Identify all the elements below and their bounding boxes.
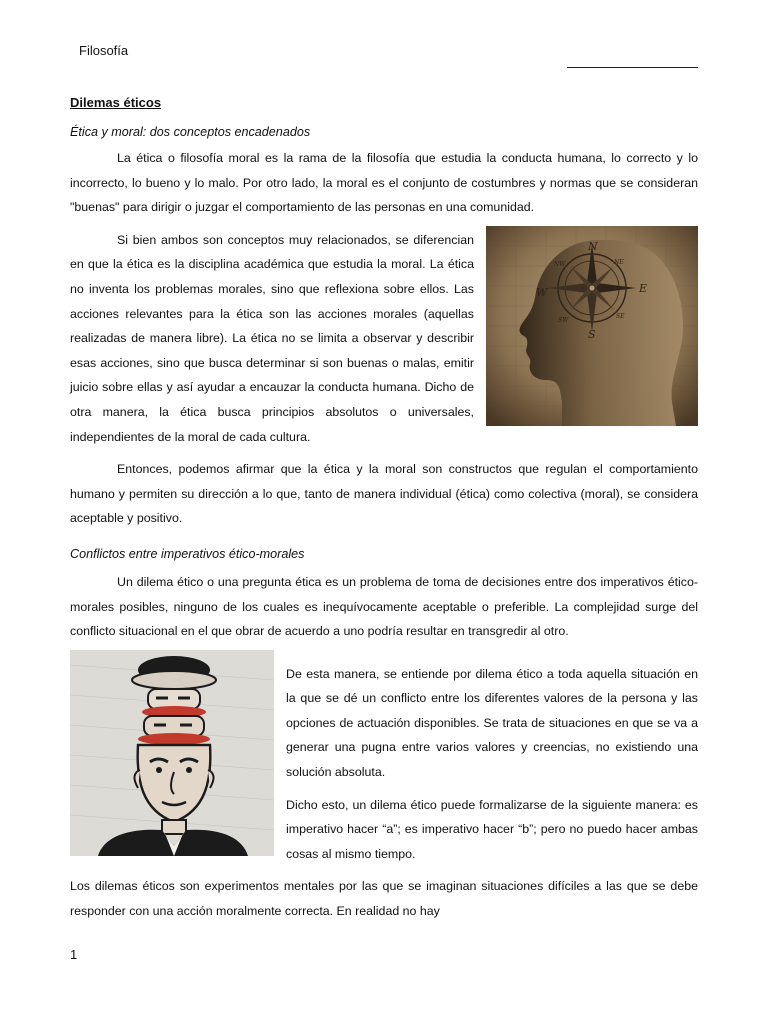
compass-head-image	[486, 226, 698, 426]
section-heading-conflictos: Conflictos entre imperativos ético-morales	[70, 546, 305, 561]
paragraph-3: Entonces, podemos afirmar que la ética y la moral son constructos que regulan el comportamiento humano y permiten su dirección a lo que, tanto de manera individual (ética) como colectiva (moral), se considera aceptable y positivo.	[70, 462, 698, 526]
compass-s-label: S	[588, 327, 596, 341]
stacked-heads-illustration	[70, 650, 274, 856]
paragraph-1: La ética o filosofía moral es la rama de la filosofía que estudia la conducta humana, lo correcto y lo incorrecto, lo bueno y lo malo. Por otro lado, la moral es el conjunto de costumbres y normas que se consideran "buenas" para dirigir o juzgar el comportamiento de las personas en una comunidad.	[70, 151, 698, 215]
compass-n-label: N	[588, 239, 598, 253]
page-number: 1	[70, 947, 78, 962]
section-heading-etica-moral: Ética y moral: dos conceptos encadenados	[70, 125, 311, 139]
paragraph-2: Si bien ambos son conceptos muy relacionados, se diferencian en que la ética es la disciplina académica que estudia la moral. La ética no inventa los problemas morales, sino que reflexiona sobre ellos. Las acciones relevantes para la ética son las acciones morales (aquellas realizadas de manera libre). La ética no se limita a observar y describir esas acciones, sino que busca determinar si son buenas o malas, emitir juicio sobre ellas y así ayudar a encauzar la conducta humana. Dicho de otra manera, la ética busca principios absolutos o universales, independientes de la moral de cada cultura.	[70, 232, 474, 444]
compass-nw-label: NW	[554, 260, 566, 268]
compass-ne-label: NE	[614, 258, 624, 266]
compass-e-label: E	[639, 281, 648, 295]
document-title: Dilemas éticos	[70, 95, 162, 110]
compass-sw-label: SW	[558, 316, 569, 324]
header-name-line	[567, 67, 698, 68]
paragraph-4: Un dilema ético o una pregunta ética es un problema de toma de decisiones entre dos imperativos ético-morales posibles, ninguno de los cuales es inequívocamente aceptable o preferible. La complejidad surge del conflicto situacional en el que obrar de acuerdo a uno podría resultar en transgredir al otro.	[70, 574, 698, 639]
paragraph-6: Dicho esto, un dilema ético puede formalizarse de la siguiente manera: es imperativo hacer “a”; es imperativo hacer “b”; pero no puedo hacer ambas cosas al mismo tiempo.	[286, 797, 698, 861]
paragraph-7: Los dilemas éticos son experimentos mentales por las que se imaginan situaciones difíciles a las que se debe responder con una acción moralmente correcta. En realidad no hay	[70, 879, 698, 919]
compass-w-label: W	[536, 285, 548, 299]
compass-se-label: SE	[616, 312, 625, 320]
header-subject: Filosofía	[79, 43, 129, 58]
paragraph-5: De esta manera, se entiende por dilema ético a toda aquella situación en la que se dé un conflicto entre los diferentes valores de la persona y las opciones de actuación disponibles. Se trata de situaciones en que se va a generar una pugna entre varios valores y creencias, no existiendo una solución absoluta.	[286, 666, 698, 780]
document-body	[70, 93, 698, 924]
